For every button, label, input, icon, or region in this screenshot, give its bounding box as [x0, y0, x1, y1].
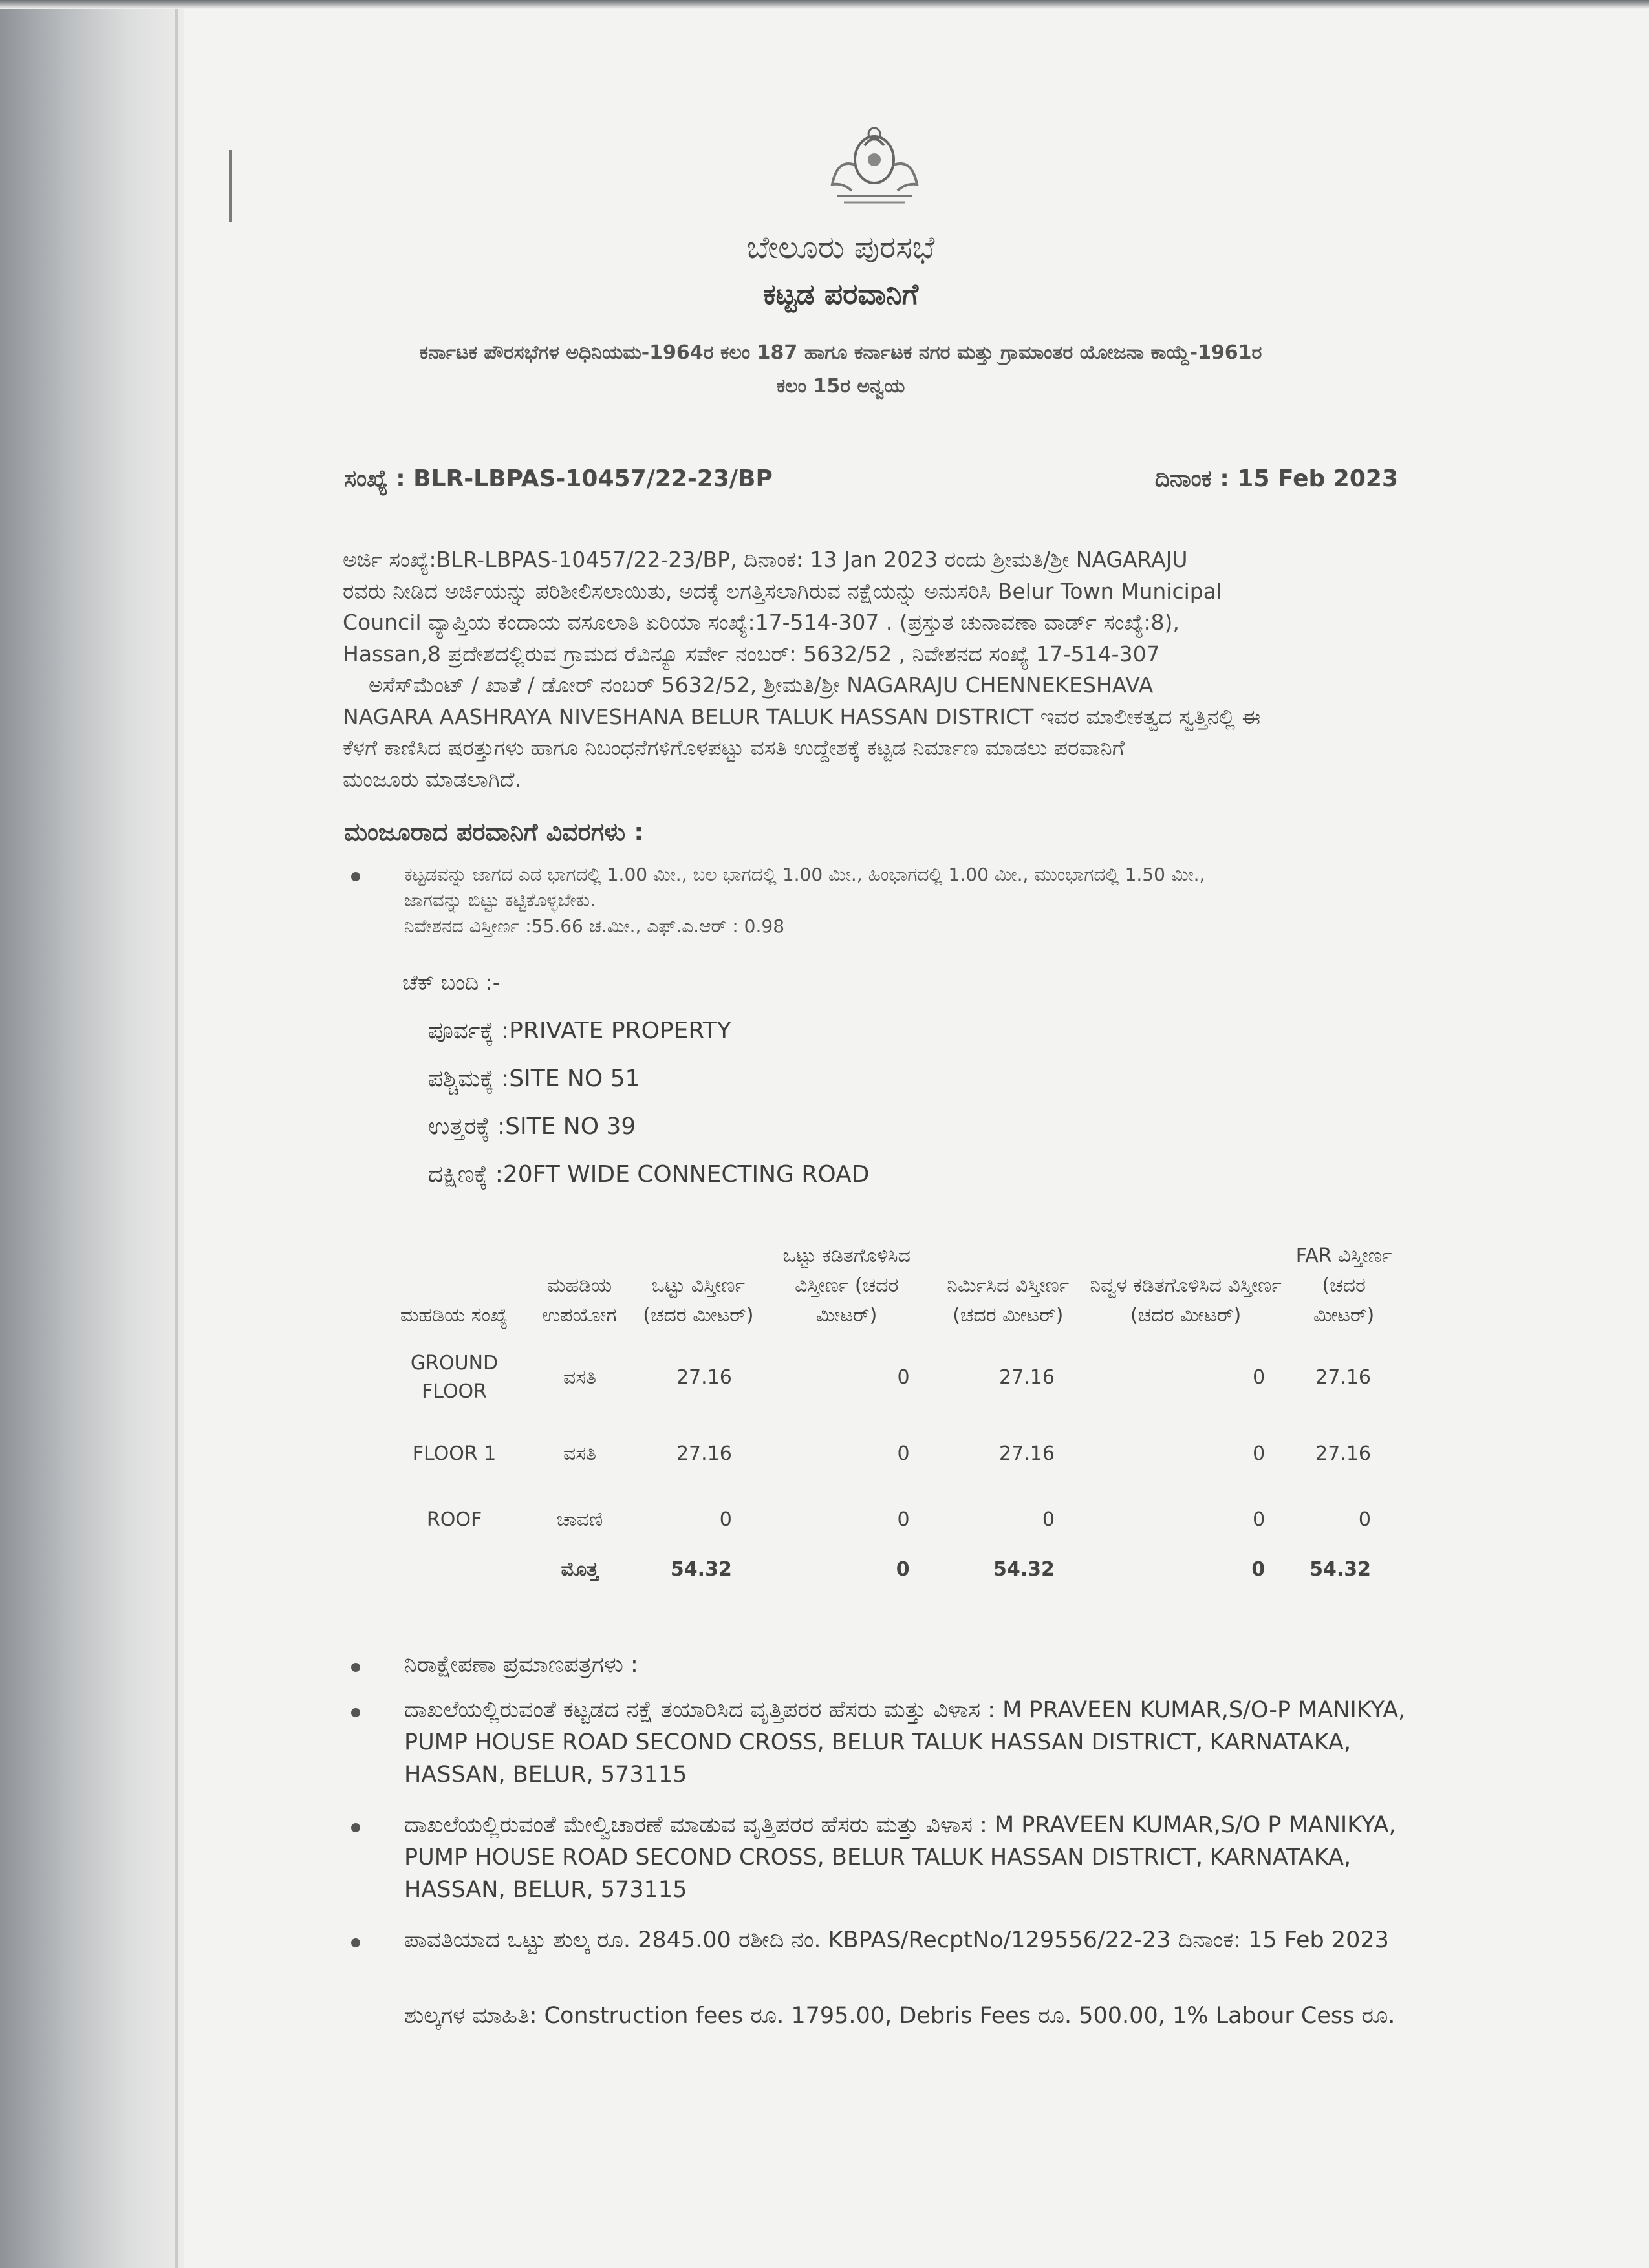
- setback-line-2: ಜಾಗವನ್ನು ಬಿಟ್ಟು ಕಟ್ಟಿಕೊಳ್ಳಬೇಕು.: [404, 890, 596, 911]
- scanner-edge: [0, 0, 184, 2268]
- far-area-cell: 27.16: [1315, 1366, 1371, 1389]
- setback-conditions: [404, 862, 1205, 939]
- far-area-cell: 0: [1358, 1508, 1371, 1531]
- supervisor-details: ದಾಖಲೆಯಲ್ಲಿರುವಂತೆ ಮೇಲ್ವಿಚಾರಣೆ ಮಾಡುವ ವೃತ್ತಿಪರರ ಹೆಸರು ಮತ್ತು ವಿಳಾಸ : M PRAVEEN KUMAR,S/O P MANIKYA, PUMP HOUSE ROAD SECOND CROSS, BELUR TALUK HASSAN DISTRICT, KARNATAKA, HASSAN, BELUR, 573115: [404, 1812, 1396, 1903]
- paragraph-line: ರವರು ನೀಡಿದ ಅರ್ಜಿಯನ್ನು ಪರಿಶೀಲಿಸಲಾಯಿತು, ಅದಕ್ಕೆ ಲಗತ್ತಿಸಲಾಗಿರುವ ನಕ್ಷೆಯನ್ನು ಅನುಸರಿಸಿ Belur Town Municipal: [343, 578, 1223, 604]
- boundary-north: ಉತ್ತರಕ್ಕೆ :SITE NO 39: [428, 1113, 636, 1140]
- fee-paid: ಪಾವತಿಯಾದ ಒಟ್ಟು ಶುಲ್ಕ ರೂ. 2845.00 ರಶೀದಿ ನಂ. KBPAS/RecptNo/129556/22-23 ದಿನಾಂಕ: 15 Feb 2023: [404, 1927, 1389, 1953]
- paragraph-line: Council ವ್ಯಾಪ್ತಿಯ ಕಂದಾಯ ವಸೂಲಾತಿ ಏರಿಯಾ ಸಂಖ್ಯೆ:17-514-307 . (ಪ್ರಸ್ತುತ ಚುನಾವಣಾ ವಾರ್ಡ್ ಸಂಖ್ಯೆ:8),: [343, 610, 1180, 635]
- fee-details: ಶುಲ್ಕಗಳ ಮಾಹಿತಿ: Construction fees ರೂ. 1795.00, Debris Fees ರೂ. 500.00, 1% Labour Cess ರೂ.: [404, 2003, 1396, 2029]
- far-area-cell: 27.16: [1315, 1442, 1371, 1465]
- floor-cell: GROUND FLOOR: [410, 1352, 499, 1403]
- paragraph-line: ಕೆಳಗೆ ಕಾಣಿಸಿದ ಷರತ್ತುಗಳು ಹಾಗೂ ನಿಬಂಧನೆಗಳಿಗೊಳಪಟ್ಟು ವಸತಿ ಉದ್ದೇಶಕ್ಕೆ ಕಟ್ಟಡ ನಿರ್ಮಾಣ ಮಾಡಲು ಪರವಾನಿಗೆ: [343, 735, 1125, 760]
- deducted-area-cell: 0: [897, 1442, 910, 1465]
- scan-top-shadow: [0, 0, 1649, 9]
- document-title: ಕಟ್ಟಡ ಪರವಾನಿಗೆ: [762, 278, 919, 311]
- application-paragraph: [343, 544, 1403, 795]
- table-total-row: [388, 1548, 1397, 1592]
- column-header: ಒಟ್ಟು ವಿಸ್ತೀರ್ಣ (ಚದರ ಮೀಟರ್): [643, 1274, 754, 1327]
- state-emblem-icon: [818, 120, 931, 210]
- paragraph-line: ಮಂಜೂರು ಮಾಡಲಾಗಿದೆ.: [343, 766, 521, 792]
- total-label: ಮೊತ್ತ: [561, 1558, 599, 1581]
- total-area-cell: 54.32: [670, 1558, 732, 1581]
- total-area-cell: 27.16: [676, 1442, 732, 1465]
- bullet-icon: [351, 872, 360, 881]
- column-header: FAR ವಿಸ್ತೀರ್ಣ (ಚದರ ಮೀಟರ್): [1295, 1245, 1392, 1327]
- architect-details: ದಾಖಲೆಯಲ್ಲಿರುವಂತೆ ಕಟ್ಟಡದ ನಕ್ಷೆ ತಯಾರಿಸಿದ ವೃತ್ತಿಪರರ ಹೆಸರು ಮತ್ತು ವಿಳಾಸ : M PRAVEEN KUMAR,S/O-P MANIKYA, PUMP HOUSE ROAD SECOND CROSS, BELUR TALUK HASSAN DISTRICT, KARNATAKA, HASSAN, BELUR, 573115: [404, 1697, 1406, 1788]
- deducted-area-cell: 0: [897, 1508, 910, 1531]
- floor-cell: ROOF: [426, 1508, 482, 1531]
- bullet-icon: [351, 1708, 360, 1717]
- net-deducted-cell: 0: [1251, 1558, 1266, 1581]
- table-row: [388, 1340, 1397, 1416]
- table-row: [388, 1416, 1397, 1492]
- net-deducted-cell: 0: [1253, 1508, 1266, 1531]
- column-header: ಒಟ್ಟು ಕಡಿತಗೊಳಿಸಿದ ವಿಸ್ತೀರ್ಣ (ಚದರ ಮೀಟರ್): [782, 1245, 911, 1327]
- reference-number: ಸಂಖ್ಯೆ : BLR-LBPAS-10457/22-23/BP: [344, 465, 773, 492]
- column-header: ನಿವ್ವಳ ಕಡಿತಗೊಳಿಸಿದ ವಿಸ್ತೀರ್ಣ (ಚದರ ಮೀಟರ್): [1090, 1274, 1282, 1327]
- paragraph-line: ಅರ್ಜಿ ಸಂಖ್ಯೆ:BLR-LBPAS-10457/22-23/BP, ದಿನಾಂಕ: 13 Jan 2023 ರಂದು ಶ್ರೀಮತಿ/ಶ್ರೀ NAGARAJU: [343, 547, 1188, 572]
- far-area-cell: 54.32: [1310, 1558, 1371, 1581]
- column-header: ಮಹಡಿಯ ಉಪಯೋಗ: [542, 1274, 617, 1327]
- reference-row: [344, 465, 1398, 493]
- use-cell: ಚಾವಣಿ: [556, 1508, 603, 1531]
- staple-mark: [229, 150, 232, 222]
- act-reference: [291, 336, 1390, 403]
- column-header: ಮಹಡಿಯ ಸಂಖ್ಯೆ: [400, 1304, 508, 1327]
- cheque-bandi-label: ಚೆಕ್ ಬಂದಿ :-: [402, 970, 501, 995]
- paragraph-line: Hassan,8 ಪ್ರದೇಶದಲ್ಲಿರುವ ಗ್ರಾಮದ ರೆವಿನ್ಯೂ ಸರ್ವೇ ನಂಬರ್: 5632/52 , ನಿವೇಶನದ ಸಂಖ್ಯೆ 17-514-307: [343, 641, 1160, 667]
- site-area: ನಿವೇಶನದ ವಿಸ್ತೀರ್ಣ :55.66 ಚ.ಮೀ., ಎಫ್.ಎ.ಆರ್ : 0.98: [404, 915, 785, 937]
- column-header: ನಿರ್ಮಿಸಿದ ವಿಸ್ತೀರ್ಣ (ಚದರ ಮೀಟರ್): [947, 1274, 1070, 1327]
- reference-date: ದಿನಾಂಕ : 15 Feb 2023: [1154, 465, 1398, 492]
- bullet-icon: [351, 1823, 360, 1832]
- floor-area-table: [388, 1241, 1397, 1592]
- scanner-edge-line: [175, 0, 178, 2268]
- boundary-west: ಪಶ್ಚಿಮಕ್ಕೆ :SITE NO 51: [428, 1065, 640, 1092]
- table-header-row: [388, 1241, 1397, 1340]
- office-name: ಬೇಲೂರು ಪುರಸಭೆ: [746, 230, 935, 266]
- paragraph-line: ಅಸೆಸ್‌ಮೆಂಟ್ / ಖಾತೆ / ಡೋರ್ ನಂಬರ್ 5632/52, ಶ್ರೀಮತಿ/ಶ್ರೀ NAGARAJU CHENNEKESHAVA: [369, 672, 1154, 698]
- net-deducted-cell: 0: [1253, 1442, 1266, 1465]
- bullet-icon: [351, 1938, 360, 1947]
- use-cell: ವಸತಿ: [563, 1442, 597, 1465]
- bullet-icon: [351, 1663, 360, 1672]
- deducted-area-cell: 0: [896, 1558, 910, 1581]
- built-area-cell: 27.16: [999, 1366, 1055, 1389]
- act-line-1: ಕರ್ನಾಟಕ ಪೌರಸಭೆಗಳ ಅಧಿನಿಯಮ-1964ರ ಕಲಂ 187 ಹಾಗೂ ಕರ್ನಾಟಕ ನಗರ ಮತ್ತು ಗ್ರಾಮಾಂತರ ಯೋಜನಾ ಕಾಯ್ದೆ-1961ರ: [419, 341, 1262, 364]
- net-deducted-cell: 0: [1253, 1366, 1266, 1389]
- total-area-cell: 27.16: [676, 1366, 732, 1389]
- deducted-area-cell: 0: [897, 1366, 910, 1389]
- table-row: [388, 1492, 1397, 1548]
- boundary-south: ದಕ್ಷಿಣಕ್ಕೆ :20FT WIDE CONNECTING ROAD: [428, 1161, 870, 1188]
- built-area-cell: 27.16: [999, 1442, 1055, 1465]
- floor-cell: FLOOR 1: [412, 1442, 497, 1465]
- act-line-2: ಕಲಂ 15ರ ಅನ್ವಯ: [776, 375, 905, 398]
- use-cell: ವಸತಿ: [563, 1366, 597, 1389]
- boundary-east: ಪೂರ್ವಕ್ಕೆ :PRIVATE PROPERTY: [428, 1018, 731, 1044]
- paragraph-line: NAGARA AASHRAYA NIVESHANA BELUR TALUK HASSAN DISTRICT ಇವರ ಮಾಲೀಕತ್ವದ ಸ್ವತ್ತಿನಲ್ಲಿ ಈ: [343, 703, 1261, 729]
- permit-details-heading: ಮಂಜೂರಾದ ಪರವಾನಿಗೆ ವಿವರಗಳು :: [344, 818, 644, 846]
- total-area-cell: 0: [719, 1508, 732, 1531]
- noc-heading: ನಿರಾಕ್ಷೇಪಣಾ ಪ್ರಮಾಣಪತ್ರಗಳು :: [404, 1652, 638, 1678]
- built-area-cell: 0: [1042, 1508, 1055, 1531]
- built-area-cell: 54.32: [993, 1558, 1055, 1581]
- setback-line-1: ಕಟ್ಟಡವನ್ನು ಜಾಗದ ಎಡ ಭಾಗದಲ್ಲಿ 1.00 ಮೀ., ಬಲ ಭಾಗದಲ್ಲಿ 1.00 ಮೀ., ಹಿಂಭಾಗದಲ್ಲಿ 1.00 ಮೀ., ಮುಂಭಾಗದಲ್ಲಿ 1.50 ಮೀ.,: [404, 864, 1205, 885]
